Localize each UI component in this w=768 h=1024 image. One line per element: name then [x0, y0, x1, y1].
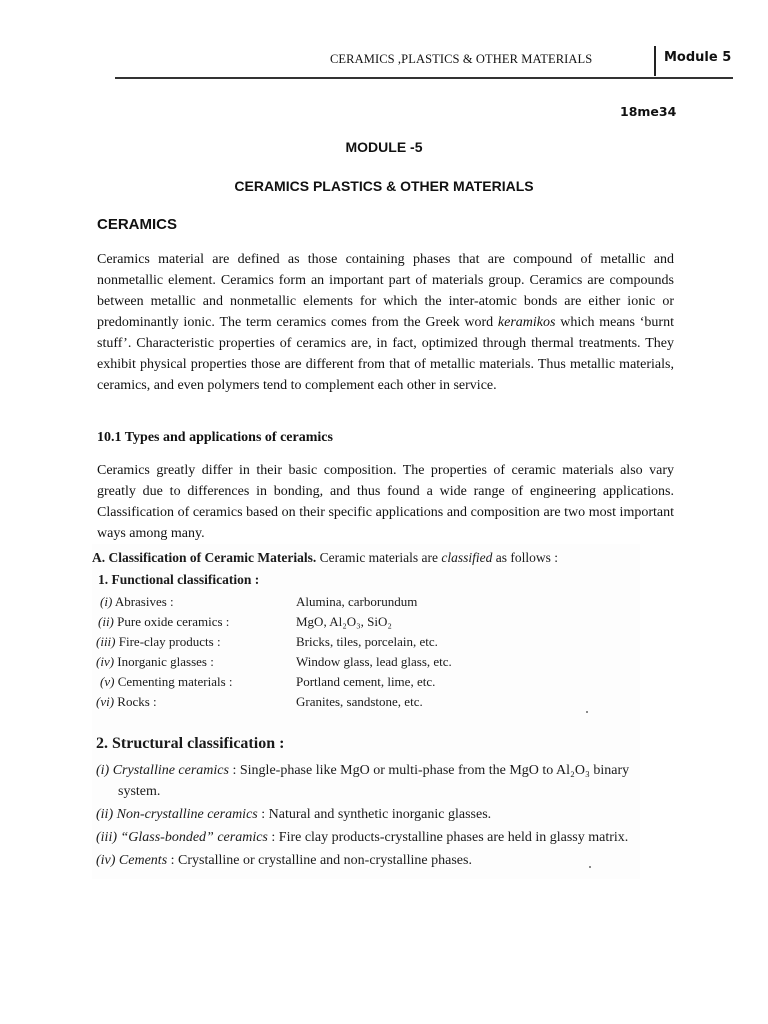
module-title: MODULE -5: [345, 139, 423, 155]
scan-speck: [586, 711, 588, 713]
structural-term: (ii) Non-crystalline ceramics: [96, 807, 258, 822]
paragraph-definition: [97, 249, 674, 396]
row-value: MgO, Al₂O₃, SiO₂: [296, 614, 392, 629]
row-label: Inorganic glasses :: [114, 654, 214, 669]
paragraph-definition-text: Ceramics material are defined as those containing phases that are compound of metallic and nonmetallic element. Ceramics form an important part of materials group. Ceramics are compounds between metallic and nonmetallic elements for which the inter-atomic bonds are either ionic or predominantly ionic. The term ceramics comes from the Greek word: [97, 252, 674, 330]
row-label: Abrasives :: [112, 594, 174, 609]
structural-text: : Fire clay products-crystalline phases are held in glassy matrix.: [267, 830, 629, 845]
row-value: Alumina, carborundum: [296, 594, 418, 609]
row-number: (v): [100, 674, 115, 689]
figure-heading-italic: classified: [441, 550, 493, 565]
figure-heading-bold: A. Classification of Ceramic Materials.: [92, 550, 317, 565]
structural-item: [96, 763, 629, 779]
figure-heading: [92, 550, 558, 566]
structural-term: (iv) Cements: [96, 853, 168, 868]
figure-heading-end: as follows :: [492, 550, 559, 565]
classification-figure: [92, 544, 640, 879]
structural-term: (i) Crystalline ceramics: [96, 763, 229, 778]
paragraph-composition: Ceramics greatly differ in their basic composition. The properties of ceramic materials also vary greatly due to differences in bonding, and thus found a wide range of engineering applications. Classification of ceramics based on their specific applications and composition are two most important ways among many.: [97, 463, 674, 541]
greek-word: keramikos: [497, 315, 556, 330]
row-value: Granites, sandstone, etc.: [296, 694, 423, 709]
row-number: (i): [100, 594, 113, 609]
row-label: Cementing materials :: [114, 674, 233, 689]
row-number: (ii): [98, 614, 114, 629]
chapter-title: CERAMICS PLASTICS & OTHER MATERIALS: [234, 178, 534, 194]
header-title: CERAMICS ,PLASTICS & OTHER MATERIALS: [330, 52, 593, 66]
section-heading-ceramics: CERAMICS: [97, 216, 178, 233]
row-value: Bricks, tiles, porcelain, etc.: [296, 634, 438, 649]
row-label: Pure oxide ceramics :: [113, 614, 230, 629]
row-value: Portland cement, lime, etc.: [296, 674, 436, 689]
structural-text: : Crystalline or crystalline and non-crystalline phases.: [167, 853, 472, 868]
structural-item: [96, 830, 628, 846]
structural-item-continued: system.: [118, 784, 161, 799]
row-label: Fire-clay products :: [115, 634, 221, 649]
paragraph-definition-text-end: which means ‘burnt stuff’. Characteristic properties of ceramics are, in fact, optimized through thermal treatments. They exhibit physical properties those are different from that of metallic materials. Thus metallic materials, ceramics, and even polymers tend to complement each other in service.: [97, 315, 674, 393]
structural-text: : Natural and synthetic inorganic glasses.: [257, 807, 492, 822]
header-rule: [115, 77, 733, 79]
row-number: (iv): [96, 654, 115, 669]
structural-item: [96, 853, 472, 869]
row-label: Rocks :: [114, 694, 157, 709]
row-number: (iii): [96, 634, 116, 649]
scan-speck: [589, 866, 591, 868]
figure-heading-rest: Ceramic materials are: [316, 550, 442, 565]
structural-title: 2. Structural classification :: [96, 735, 285, 752]
course-code: 18me34: [620, 104, 677, 119]
header-module-label: Module 5: [664, 50, 732, 65]
structural-item: [96, 807, 491, 823]
header-separator: [654, 46, 656, 76]
structural-term: (iii) “Glass-bonded” ceramics: [96, 830, 268, 845]
subheading-types-applications: 10.1 Types and applications of ceramics: [97, 430, 333, 445]
functional-title: 1. Functional classification :: [98, 572, 260, 587]
row-number: (vi): [96, 694, 115, 709]
row-value: Window glass, lead glass, etc.: [296, 654, 452, 669]
structural-text: : Single-phase like MgO or multi-phase from the MgO to Al₂O₃ binary: [228, 763, 630, 778]
